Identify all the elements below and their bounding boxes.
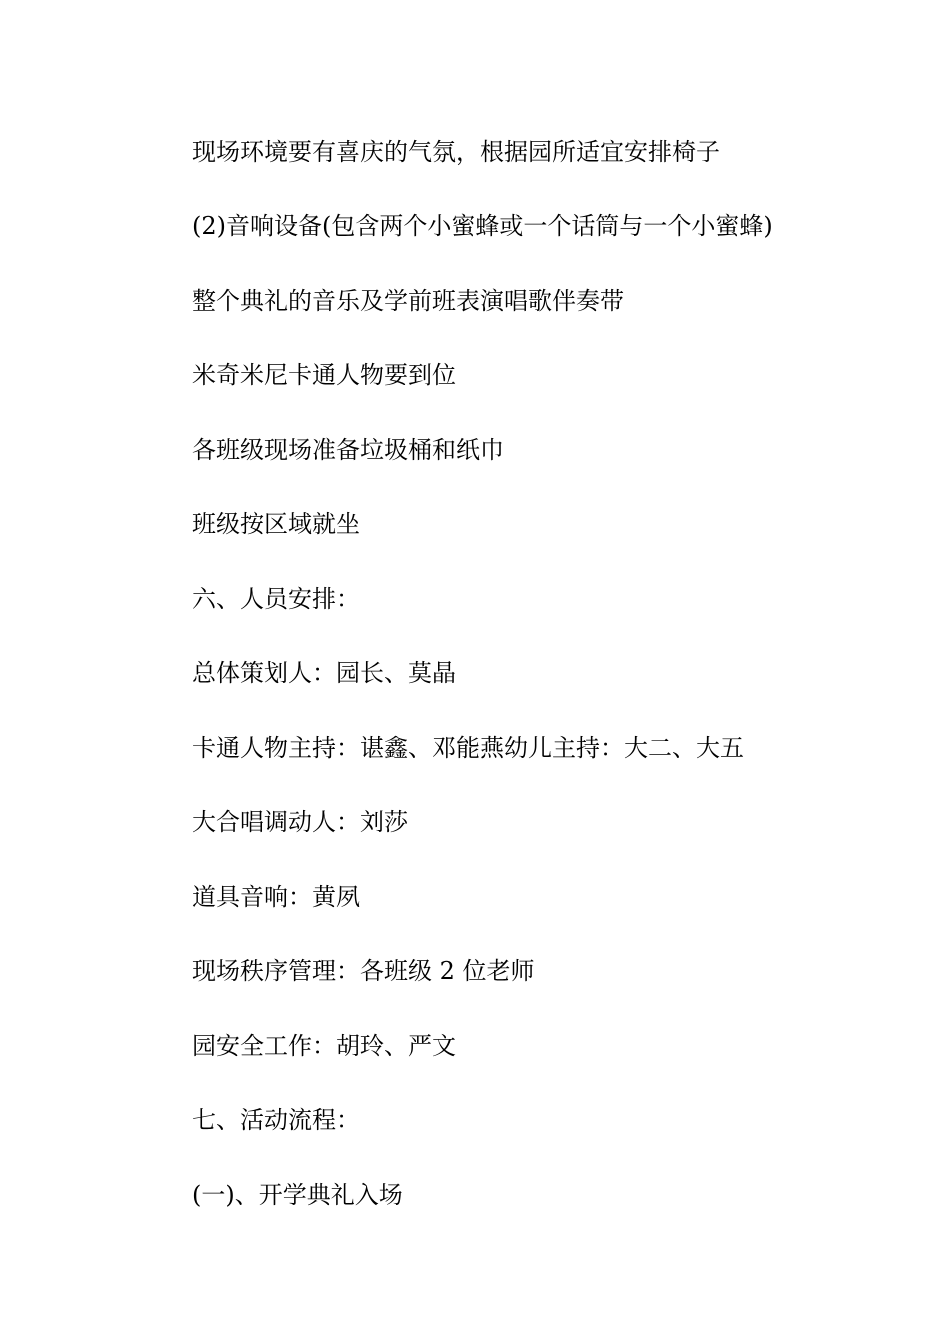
section-heading-process: 七、活动流程： xyxy=(192,1106,360,1134)
paragraph-audio-equipment: (2)音响设备(包含两个小蜜蜂或一个话筒与一个小蜜蜂) xyxy=(192,212,773,240)
paragraph-trash-bins: 各班级现场准备垃圾桶和纸巾 xyxy=(192,436,504,464)
paragraph-class-seating: 班级按区域就坐 xyxy=(192,510,360,538)
paragraph-cartoon-characters: 米奇米尼卡通人物要到位 xyxy=(192,361,456,389)
paragraph-ceremony-music: 整个典礼的音乐及学前班表演唱歌伴奏带 xyxy=(192,287,624,315)
subsection-heading-entrance: (一)、开学典礼入场 xyxy=(192,1181,403,1209)
paragraph-venue-atmosphere: 现场环境要有喜庆的气氛，根据园所适宜安排椅子 xyxy=(192,138,720,166)
section-heading-staff: 六、人员安排： xyxy=(192,585,360,613)
paragraph-props-audio: 道具音响：黄夙 xyxy=(192,883,360,911)
paragraph-hosts: 卡通人物主持：谌鑫、邓能燕幼儿主持：大二、大五 xyxy=(192,734,744,762)
paragraph-safety-work: 园安全工作：胡玲、严文 xyxy=(192,1032,456,1060)
paragraph-chorus-coordinator: 大合唱调动人：刘莎 xyxy=(192,808,408,836)
paragraph-chief-planner: 总体策划人：园长、莫晶 xyxy=(192,659,456,687)
paragraph-order-management: 现场秩序管理：各班级 2 位老师 xyxy=(192,957,535,985)
